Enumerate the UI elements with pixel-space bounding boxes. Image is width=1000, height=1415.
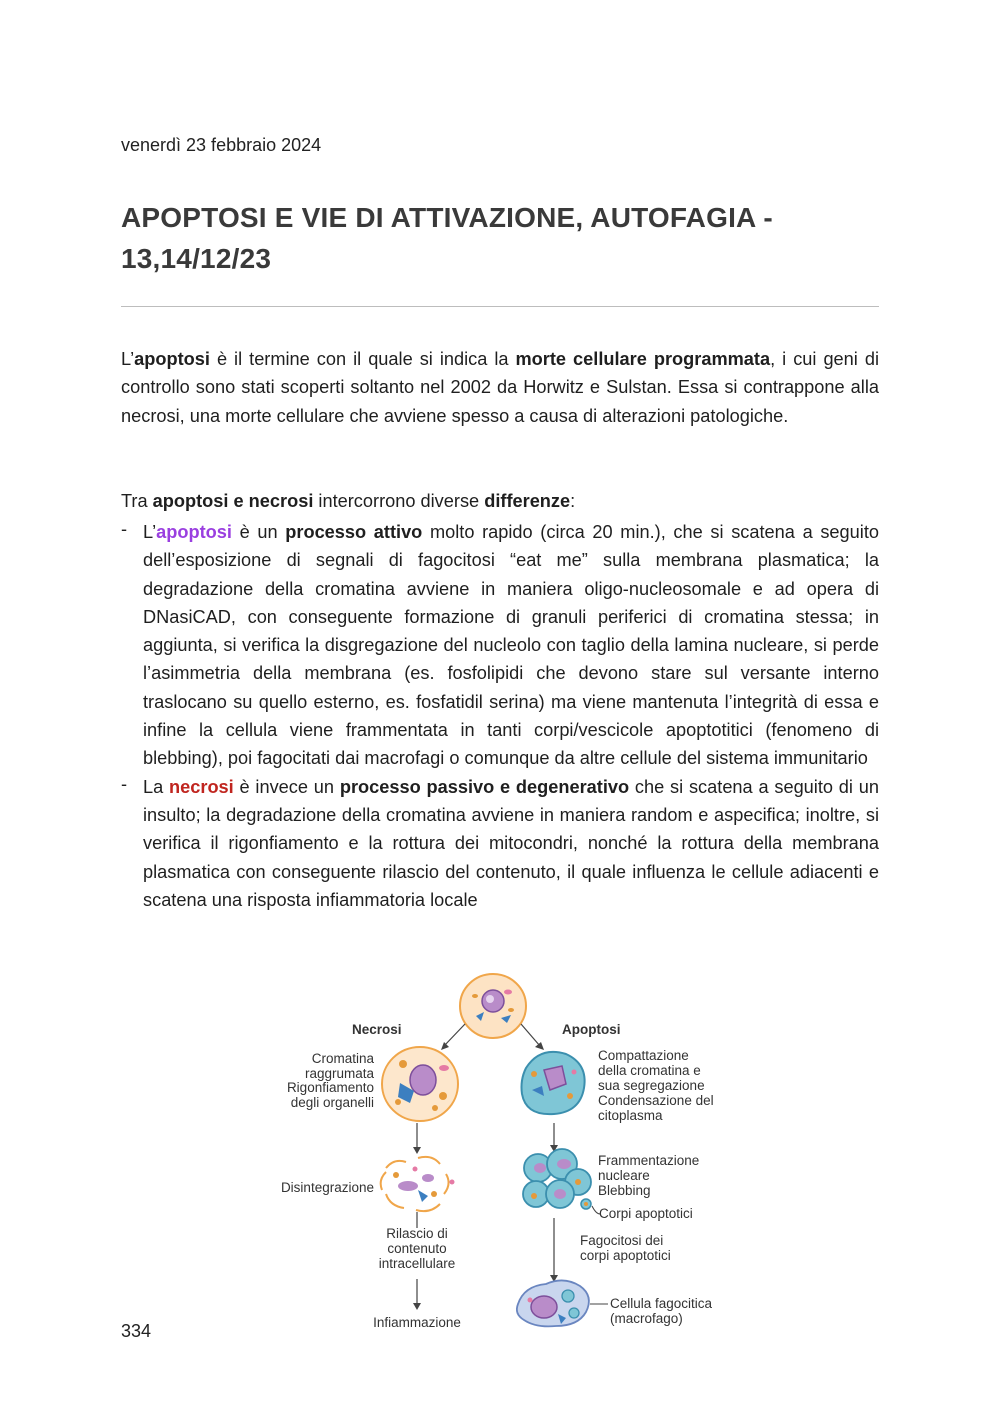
list-dash: - xyxy=(121,519,128,539)
intro-text: , i cui geni di controllo sono stati scoperti soltanto nel 2002 da Horwitz e Sulstan. Essa si contrappone alla necrosi, una morte cellulare che avviene spesso a causa di alterazioni patologiche. xyxy=(121,349,879,426)
label-compattazione-3: sua segregazione xyxy=(598,1078,705,1093)
differences-bold-term: apoptosi e necrosi xyxy=(152,491,314,511)
necrosis-heading: Necrosi xyxy=(352,1022,402,1037)
necrosis-apoptosis-figure xyxy=(268,968,738,1340)
label-rilascio-1: Rilascio di xyxy=(386,1226,448,1241)
label-compattazione-1: Compattazione xyxy=(598,1048,689,1063)
label-cellula-fagocitica-2: (macrofago) xyxy=(610,1311,683,1326)
differences-list xyxy=(121,518,879,914)
intro-bold-term: apoptosi xyxy=(134,349,210,369)
apoptosis-blebbing-cell xyxy=(523,1149,591,1209)
necrosis-keyword: necrosi xyxy=(169,776,234,797)
label-rilascio-3: intracellulare xyxy=(378,1256,456,1271)
label-blebbing: Blebbing xyxy=(598,1183,651,1198)
intro-text: è il termine con il quale si indica la xyxy=(209,349,516,369)
normal-cell xyxy=(460,974,526,1038)
label-infiammazione: Infiammazione xyxy=(373,1315,461,1330)
label-cromatina-2: raggrumata xyxy=(304,1066,374,1081)
differences-text: Tra xyxy=(121,491,153,511)
page-date: venerdì 23 febbraio 2024 xyxy=(121,135,322,155)
list-dash: - xyxy=(121,773,128,794)
list-text: La xyxy=(143,776,170,797)
differences-text: : xyxy=(570,491,576,511)
necrosis-swollen-cell xyxy=(382,1047,458,1121)
page-title: APOPTOSI E VIE DI ATTIVAZIONE, AUTOFAGIA - 13,14/12/23 xyxy=(121,202,773,274)
label-compattazione-5: citoplasma xyxy=(598,1108,663,1123)
list-text: che si scatena a seguito di un insulto; la degradazione della cromatina avviene in maniera random e aspecifica; inoltre, si verifica il rigonfiamento e la rottura dei mitocondri, nonché la rottura della membrana plasmatica con conseguente rilascio del contenuto, il quale influenza le cellule adiacenti e scatena una risposta infiammatoria locale xyxy=(143,776,879,910)
label-rigonfiamento-1: Rigonfiamento xyxy=(286,1080,374,1095)
differences-text: intercorrono diverse xyxy=(313,491,485,511)
label-frammentazione-2: nucleare xyxy=(598,1168,650,1183)
intro-text: L’ xyxy=(121,349,135,369)
apoptosis-heading: Apoptosi xyxy=(562,1022,621,1037)
list-text: è un xyxy=(231,522,286,542)
arrow-to-necrosis xyxy=(444,1024,465,1046)
label-fagocitosi-1: Fagocitosi dei xyxy=(580,1233,664,1248)
label-compattazione-2: della cromatina e xyxy=(598,1063,701,1078)
apoptosis-keyword: apoptosi xyxy=(156,522,232,542)
label-rilascio-2: contenuto xyxy=(387,1241,447,1256)
differences-bold-term: differenze xyxy=(484,491,571,511)
differences-paragraph xyxy=(121,487,879,515)
label-frammentazione-1: Frammentazione xyxy=(598,1153,700,1168)
list-bold-term: processo attivo xyxy=(285,522,423,542)
list-text: molto rapido (circa 20 min.), che si scatena a seguito dell’esposizione di segnali di fagocitosi “eat me” sulla membrana plasmatica; la degradazione della cromatina avviene in maniera oligo-nucleosomale e ad opera di DNasiCAD, con conseguente formazione di granuli periferici di cromatina stessa; in aggiunta, si verifica la disgregazione del nucleolo con taglio della lamina nucleare, si perde l’asimmetria della membrana (es. fosfolipidi che devono stare sul versante interno traslocano su quello esterno, es. fosfatidil serina) ma viene mantenuta l’integrità di essa e infine la cellula viene frammentata in tanti corpi/vescicole apoptotitici (fenomeno di blebbing), poi fagocitati dai macrofagi o comunque da altre cellule del sistema immunitario xyxy=(143,522,879,769)
macrophage-cell xyxy=(517,1280,589,1326)
title-divider xyxy=(121,306,879,307)
list-text: L’ xyxy=(143,522,157,542)
disintegrating-cell xyxy=(381,1157,455,1211)
label-disintegrazione: Disintegrazione xyxy=(280,1180,374,1195)
label-rigonfiamento-2: degli organelli xyxy=(290,1095,374,1110)
figure-svg xyxy=(268,968,738,1340)
intro-paragraph xyxy=(121,345,879,430)
label-compattazione-4: Condensazione del xyxy=(598,1093,714,1108)
list-bold-term: processo passivo e degenerativo xyxy=(339,776,630,797)
label-fagocitosi-2: corpi apoptotici xyxy=(580,1248,671,1263)
list-item-apoptosis xyxy=(121,518,879,773)
page-number: 334 xyxy=(121,1321,152,1341)
label-cromatina-1: Cromatina xyxy=(311,1051,374,1066)
apoptosis-condensed-cell xyxy=(522,1052,585,1114)
arrow-to-apoptosis xyxy=(521,1024,540,1046)
list-text: è invece un xyxy=(233,776,340,797)
intro-bold-term: morte cellulare programmata xyxy=(515,349,771,369)
list-item-necrosis xyxy=(121,773,879,914)
label-corpi-apoptotici: Corpi apoptotici xyxy=(599,1206,693,1221)
label-cellula-fagocitica-1: Cellula fagocitica xyxy=(610,1296,713,1311)
